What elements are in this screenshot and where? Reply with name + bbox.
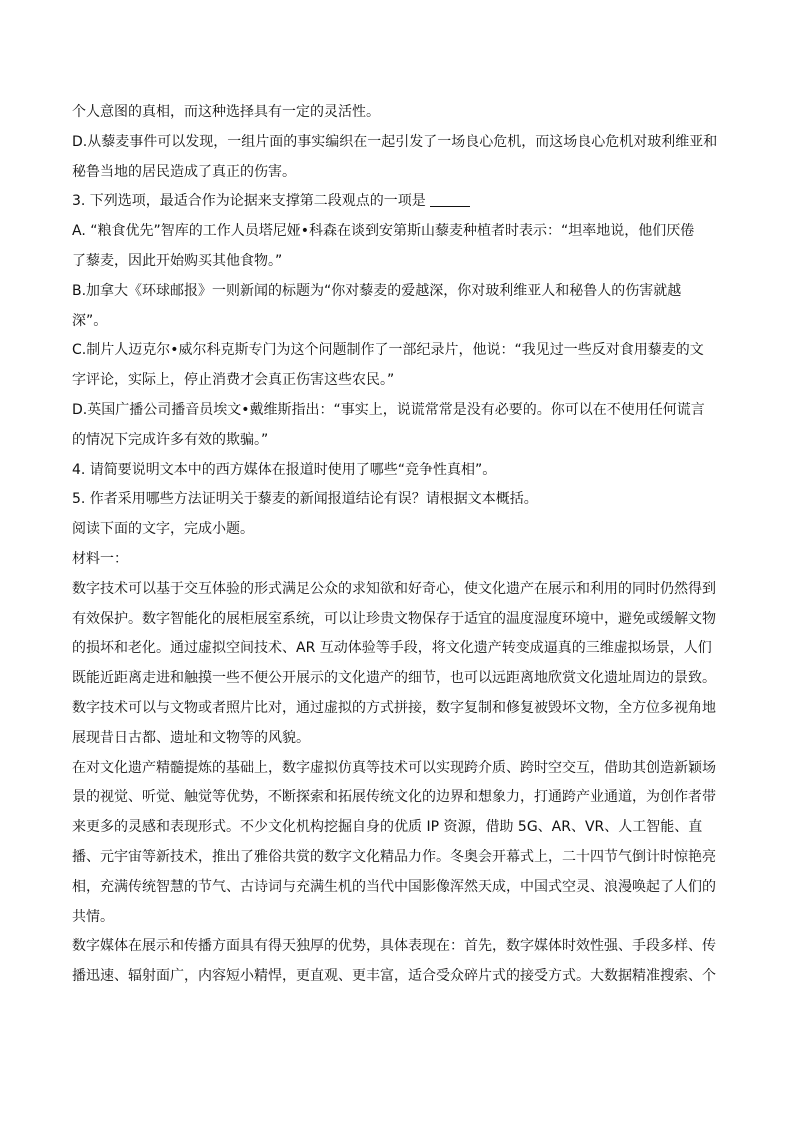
text-line: 了藜麦，因此开始购买其他食物。” bbox=[72, 252, 283, 269]
question-3-stem: 3. 下列选项，最适合作为论据来支撑第二段观点的一项是 bbox=[72, 193, 426, 210]
question-5: 5. 作者采用哪些方法证明关于藜麦的新闻报道结论有误？请根据文本概括。 bbox=[72, 491, 538, 508]
question-3-line bbox=[72, 187, 722, 217]
text-line: 数字媒体在展示和传播方面具有得天独厚的优势，具体表现在：首先，数字媒体时效性强、手段多样、传 bbox=[72, 938, 716, 955]
text-line: 景的视觉、听觉、触觉等优势，不断探索和拓展传统文化的边界和想象力，打通跨产业通道，为创作者带 bbox=[72, 789, 716, 806]
text-line: 展现昔日古都、遗址和文物等的风貌。 bbox=[72, 729, 310, 746]
text-line: 播迅速、辐射面广，内容短小精悍，更直观、更丰富，适合受众碎片式的接受方式。大数据精准搜索、个 bbox=[72, 968, 716, 985]
text-line: 来更多的灵感和表现形式。不少文化机构挖掘自身的优质 IP 资源，借助 5G、AR、VR、人工智能、直 bbox=[72, 819, 703, 836]
text-line: D.从藜麦事件可以发现，一组片面的事实编织在一起引发了一场良心危机，而这场良心危机对玻利维亚和 bbox=[72, 133, 718, 150]
text-line: 有效保护。数字智能化的展柜展室系统，可以让珍贵文物保存于适宜的温度湿度环境中，避免或缓解文物 bbox=[72, 610, 716, 627]
text-line: 字评论，实际上，停止消费才会真正伤害这些农民。” bbox=[72, 372, 395, 389]
material-heading: 材料一： bbox=[72, 550, 128, 567]
text-line: 播、元宇宙等新技术，推出了雅俗共赏的数字文化精品力作。冬奥会开幕式上，二十四节气倒计时惊艳亮 bbox=[72, 848, 716, 865]
text-line: 数字技术可以与文物或者照片比对，通过虚拟的方式拼接，数字复制和修复被毁坏文物，全方位多视角地 bbox=[72, 699, 716, 716]
text-line: 在对文化遗产精髓提炼的基础上，数字虚拟仿真等技术可以实现跨介质、跨时空交互，借助其创造新颖场 bbox=[72, 759, 716, 776]
text-line: 共情。 bbox=[72, 908, 114, 925]
text-line: 既能近距离走进和触摸一些不便公开展示的文化遗产的细节，也可以远距离地欣赏文化遗址周边的景致。 bbox=[72, 670, 716, 687]
option-b-line: B.加拿大《环球邮报》一则新闻的标题为“你对藜麦的爱越深，你对玻利维亚人和秘鲁人的伤害就越 bbox=[72, 282, 682, 299]
option-a-line: A. “粮食优先”智库的工作人员塔尼娅•科森在谈到安第斯山藜麦种植者时表示：“坦率地说，他们厌倦 bbox=[72, 223, 695, 240]
text-line: 的损坏和老化。通过虚拟空间技术、AR 互动体验等手段，将文化遗产转变成逼真的三维虚拟场景，人们 bbox=[72, 640, 712, 657]
reading-instruction: 阅读下面的文字，完成小题。 bbox=[72, 521, 254, 538]
text-line: 的情况下完成许多有效的欺骗。” bbox=[72, 431, 269, 448]
text-line: 个人意图的真相，而这种选择具有一定的灵活性。 bbox=[72, 104, 380, 120]
answer-blank bbox=[430, 192, 470, 207]
text-line: 深”。 bbox=[72, 312, 108, 329]
text-line: 数字技术可以基于交互体验的形式满足公众的求知欲和好奇心，使文化遗产在展示和利用的同时仍然得到 bbox=[72, 580, 716, 597]
text-line: 相，充满传统智慧的节气、古诗词与充满生机的当代中国影像浑然天成，中国式空灵、浪漫唤起了人们的 bbox=[72, 878, 716, 895]
question-4: 4. 请简要说明文本中的西方媒体在报道时使用了哪些“竞争性真相”。 bbox=[72, 461, 497, 478]
text-line: 秘鲁当地的居民造成了真正的伤害。 bbox=[72, 163, 296, 180]
option-c-line: C.制片人迈克尔•威尔科克斯专门为这个问题制作了一部纪录片，他说：“我见过一些反对食用藜麦的文 bbox=[72, 342, 704, 359]
option-d-line: D.英国广播公司播音员埃文•戴维斯指出：“事实上，说谎常常是没有必要的。你可以在不使用任何谎言 bbox=[72, 401, 705, 418]
